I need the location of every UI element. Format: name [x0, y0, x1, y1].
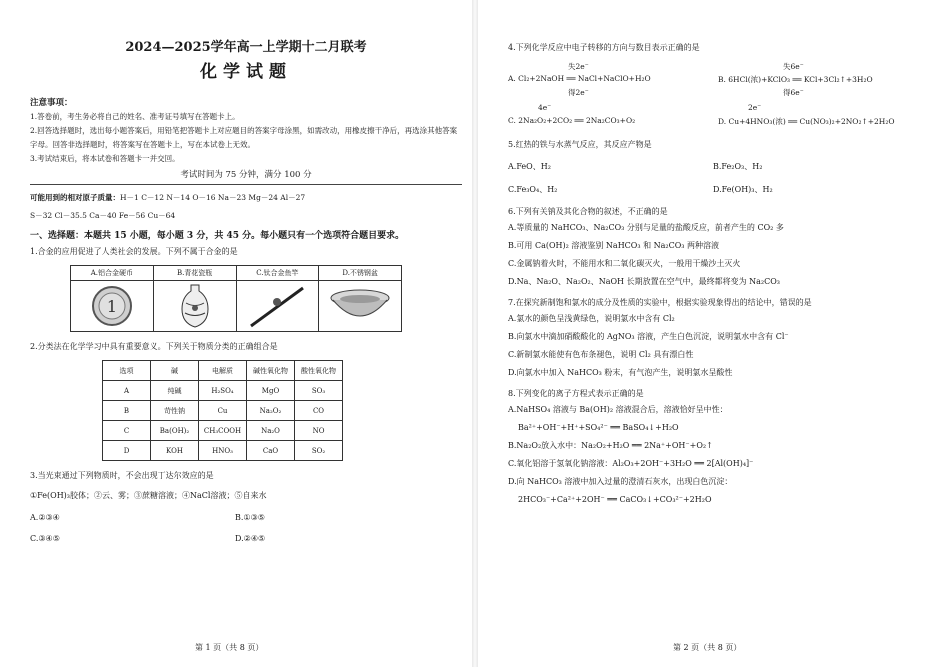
- q3-options-row1: [30, 509, 462, 526]
- q8-option-d: D.向 NaHCO₃ 溶液中加入过量的澄清石灰水，出现白色沉淀：: [508, 477, 733, 486]
- q1-option-d: [319, 266, 401, 331]
- q7-option-d: D.向氯水中加入 NaHCO₃ 粉末，有气泡产生，说明氯水呈酸性: [508, 368, 733, 377]
- q8-option-a: A.NaHSO₄ 溶液与 Ba(OH)₂ 溶液混合后，溶液恰好呈中性：: [508, 405, 728, 414]
- q7-option-a: A.氯水的颜色呈浅黄绿色，说明氯水中含有 Cl₂: [508, 314, 675, 323]
- table-header: 酸性氧化物: [295, 361, 343, 381]
- q4-option-d: [718, 103, 918, 133]
- table-cell: B: [103, 401, 151, 421]
- atomic-values: H－1 C－12 N－14 O－16 Na－23 Mg－24 Al－27: [120, 193, 306, 202]
- q3-items: ①Fe(OH)₃胶体；②云、雾；③蔗糖溶液；④NaCl溶液；⑤自来水: [30, 491, 267, 500]
- q4-b-equation: B. 6HCl(浓)+KClO₃ ══ KCl+3Cl₂↑+3H₂O: [718, 75, 873, 84]
- q3-options-row2: [30, 530, 462, 547]
- notice-item: 1.答卷前，考生务必将自己的姓名、准考证号填写在答题卡上。: [30, 112, 240, 121]
- table-cell: D: [103, 441, 151, 461]
- table-header: 碱: [151, 361, 199, 381]
- coin-icon: [71, 281, 153, 331]
- q1-option-a: [71, 266, 154, 331]
- table-cell: H₂SO₄: [199, 381, 247, 401]
- q4-b-lose: 失6e⁻: [783, 62, 804, 71]
- q2-classification-table: [102, 360, 343, 461]
- q4-b-gain: 得6e⁻: [783, 88, 804, 97]
- page-footer-right: 第 2 页（共 8 页）: [673, 643, 742, 652]
- section-title: 一、选择题：本题共 15 小题，每小题 3 分，共 45 分。每小题只有一个选项符合题目要求。: [30, 231, 405, 241]
- atomic-label: 可能用到的相对原子质量：: [30, 193, 120, 202]
- table-header: 碱性氧化物: [247, 361, 295, 381]
- svg-text:1: 1: [106, 297, 117, 316]
- table-cell: C: [103, 421, 151, 441]
- q3-option-c: C.③④⑤: [30, 534, 60, 543]
- question-6: 6.下列有关钠及其化合物的叙述，不正确的是: [508, 207, 668, 216]
- q7-option-c: C.新制氯水能使有色布条褪色，说明 Cl₂ 具有漂白性: [508, 350, 694, 359]
- steel-basin-icon: [319, 281, 401, 331]
- q1-option-c: [237, 266, 320, 331]
- q5-options-row1: [508, 158, 940, 175]
- fishing-rod-icon: [237, 281, 319, 331]
- table-cell: Ba(OH)₂: [151, 421, 199, 441]
- question-7: 7.在探究新制饱和氯水的成分及性质的实验中，根据实验现象得出的结论中，错误的是: [508, 298, 812, 307]
- q1-option-b-label: B.青花瓷瓶: [154, 266, 236, 281]
- table-cell: CH₃COOH: [199, 421, 247, 441]
- notice-heading: 注意事项：: [30, 98, 73, 108]
- question-3: 3.当光束通过下列物质时，不会出现丁达尔效应的是: [30, 471, 214, 480]
- q1-option-a-label: A.铝合金硬币: [71, 266, 153, 281]
- q4-option-b: [718, 61, 918, 99]
- question-5: 5.红热的铁与水蒸气反应，其反应产物是: [508, 140, 652, 149]
- question-1: 1.合金的应用促进了人类社会的发展。下列不属于合金的是: [30, 247, 238, 256]
- notice-item: 3.考试结束后，将本试卷和答题卡一并交回。: [30, 154, 180, 163]
- table-row: [103, 441, 343, 461]
- q8-option-a-equation: Ba²⁺+OH⁻+H⁺+SO₄²⁻ ══ BaSO₄↓+H₂O: [518, 423, 679, 432]
- table-header: 电解质: [199, 361, 247, 381]
- q4-a-lose: 失2e⁻: [568, 62, 589, 71]
- q5-option-d: D.Fe(OH)₃、H₂: [713, 185, 773, 194]
- table-cell: CaO: [247, 441, 295, 461]
- q4-row-cd: [508, 103, 940, 133]
- question-4: 4.下列化学反应中电子转移的方向与数目表示正确的是: [508, 43, 700, 52]
- q6-option-c: C.金属钠着火时，不能用水和二氧化碳灭火，一般用干燥沙土灭火: [508, 259, 741, 268]
- vase-icon: [154, 281, 236, 331]
- left-page: [0, 0, 470, 667]
- q5-options-row2: [508, 181, 940, 198]
- q4-c-transfer: 4e⁻: [538, 103, 552, 112]
- q4-option-a: [508, 61, 718, 99]
- right-page: [478, 0, 950, 667]
- table-row: [103, 381, 343, 401]
- table-header: 选项: [103, 361, 151, 381]
- q5-option-b: B.Fe₂O₃、H₂: [713, 162, 763, 171]
- table-cell: 苛性钠: [151, 401, 199, 421]
- table-cell: NO: [295, 421, 343, 441]
- table-cell: CO: [295, 401, 343, 421]
- atomic-masses-line1: [30, 191, 462, 204]
- table-cell: MgO: [247, 381, 295, 401]
- q4-d-transfer: 2e⁻: [748, 103, 762, 112]
- q8-option-d-equation: 2HCO₃⁻+Ca²⁺+2OH⁻ ══ CaCO₃↓+CO₃²⁻+2H₂O: [518, 495, 712, 504]
- q5-option-a: A.FeO、H₂: [508, 162, 551, 171]
- q4-c-equation: C. 2Na₂O₂+2CO₂ ══ 2Na₂CO₃+O₂: [508, 116, 636, 125]
- exam-subtitle: 化学试题: [200, 62, 292, 82]
- q6-option-a: A.等质量的 NaHCO₃、Na₂CO₃ 分别与足量的盐酸反应，前者产生的 CO₂ 多: [508, 223, 784, 232]
- q5-option-c: C.Fe₃O₄、H₂: [508, 185, 558, 194]
- question-2: 2.分类法在化学学习中具有重要意义。下列关于物质分类的正确组合是: [30, 342, 278, 351]
- q6-option-d: D.Na、Na₂O、Na₂O₂、NaOH 长期放置在空气中，最终都将变为 Na₂CO₃: [508, 277, 780, 286]
- q1-option-c-label: C.钛合金鱼竿: [237, 266, 319, 281]
- page-footer-left: 第 1 页（共 8 页）: [195, 643, 264, 652]
- notice-item: 2.回答选择题时，选出每小题答案后，用铅笔把答题卡上对应题目的答案字母涂黑，如需改动，用橡皮擦干净后，再选涂其他答案字母。回答非选择题时，将答案写在答题卡上，写在本试卷上无效。: [30, 126, 458, 149]
- q4-a-equation: A. Cl₂+2NaOH ══ NaCl+NaClO+H₂O: [508, 74, 651, 83]
- q8-option-b: B.Na₂O₂放入水中：Na₂O₂+H₂O ══ 2Na⁺+OH⁻+O₂↑: [508, 441, 713, 450]
- table-cell: SO₂: [295, 441, 343, 461]
- table-cell: SO₃: [295, 381, 343, 401]
- atomic-masses-line2: S－32 Cl－35.5 Ca－40 Fe－56 Cu－64: [30, 211, 176, 220]
- question-8: 8.下列变化的离子方程式表示正确的是: [508, 389, 644, 398]
- table-cell: Na₂O: [247, 421, 295, 441]
- table-cell: 纯碱: [151, 381, 199, 401]
- q4-d-equation: D. Cu+4HNO₃(浓) ══ Cu(NO₃)₂+2NO₂↑+2H₂O: [718, 117, 895, 126]
- exam-time-line: 考试时间为 75 分钟，满分 100 分: [30, 168, 462, 185]
- q3-option-a: A.②③④: [30, 513, 60, 522]
- q1-options-table: [70, 265, 402, 332]
- table-cell: A: [103, 381, 151, 401]
- q6-option-b: B.可用 Ca(OH)₂ 溶液鉴别 NaHCO₃ 和 Na₂CO₃ 两种溶液: [508, 241, 720, 250]
- q4-option-c: [508, 103, 718, 133]
- q3-option-b: B.①③⑤: [235, 513, 265, 522]
- table-cell: Cu: [199, 401, 247, 421]
- exam-title: 2024—2025学年高一上学期十二月联考: [125, 40, 367, 55]
- table-cell: KOH: [151, 441, 199, 461]
- q4-a-gain: 得2e⁻: [568, 88, 589, 97]
- q1-option-b: [154, 266, 237, 331]
- q8-option-c: C.氧化铝溶于氢氧化钠溶液：Al₂O₃+2OH⁻+3H₂O ══ 2[Al(OH)₄]⁻: [508, 459, 754, 468]
- table-cell: HNO₃: [199, 441, 247, 461]
- table-cell: Na₂O₂: [247, 401, 295, 421]
- q3-option-d: D.②④⑤: [235, 534, 266, 543]
- q4-row-ab: [508, 61, 940, 99]
- table-row: [103, 421, 343, 441]
- q1-option-d-label: D.不锈钢盆: [319, 266, 401, 281]
- table-header-row: [103, 361, 343, 381]
- table-row: [103, 401, 343, 421]
- q7-option-b: B.向氯水中滴加硝酸酸化的 AgNO₃ 溶液，产生白色沉淀，说明氯水中含有 Cl⁻: [508, 332, 789, 341]
